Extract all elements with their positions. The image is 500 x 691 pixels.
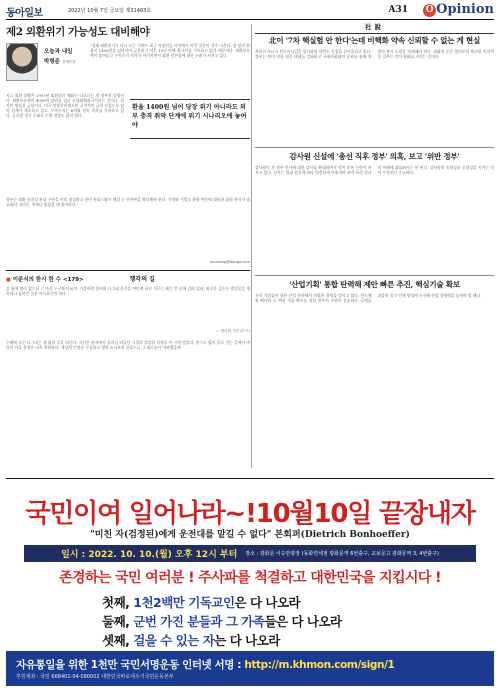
ad-footer	[6, 651, 494, 686]
column-series: 오늘과 내일	[44, 49, 73, 55]
ad-call-item	[102, 612, 422, 631]
editorials-section	[255, 22, 494, 470]
column-body	[6, 93, 250, 197]
poem-credit: — 당나라 시인 (?~?)	[215, 329, 250, 333]
ad-event-bar	[24, 545, 476, 562]
author-photo	[6, 43, 38, 81]
editorial-text-1: 북한이 또다시 탄도미사일을 발사하며 한반도 긴장을 끌어올리고 있다. 정부는 한미 연합 대응 태세를 강화하고 국제사회와의 공조를 통해 북한의 추가 도발을 억제해야 한다. 대화의 문은 열어두되 확고한 억지력을 갖추는 것이 평화를 지키는 길이다.	[255, 49, 494, 59]
ad-call-tail: 은 다 나오라	[234, 595, 301, 610]
editorial-divider	[255, 275, 494, 276]
pull-quote: 환율 1400원 넘어 당장 위기 아니라도 외부 충격 취약 단계에 위기 시나리오에 놓여야	[130, 99, 250, 139]
column-body-a: 지금 외환 상황은 1997년 외환위기 때와는 다르다는 게 정부의 설명이다. 외환보유액이 4000억 달러를 넘고 순대외채권국이라는 것이다. 하지만 방심은 금물이다. 미국 연방준비제도의 공격적인 금리 인상으로 달러 강세가 계속되고 있고, 무역수지는 6개월 연속 적자를 기록하고 있다. 글로벌 경기 둔화로 수출 전망도 밝지 않다.	[6, 93, 124, 118]
ad-appeal: 존경하는 국민 여러분 ! 주사파를 척결하고 대한민국을 지킵시다 !	[59, 570, 441, 586]
poem-essay: 수레에 오른 나그네는 쉼 없이 길을 떠난다. 시인은 관직에서 물러나 떠돌던 시절의 쓸쓸한 심정을 이 시에 담았다. 친구도 없이 홀로 걷는 길에서 바라본 가을 풍경은 더욱 처연하다. 세상의 인정은 무상하고 벗의 소식조차 끊겼으니 그 외로움이 어떠했을까.	[6, 340, 250, 350]
editorial-label: 社說	[365, 23, 384, 31]
editorial-text-2: 감사원이 전 정부 인사에 대한 감사를 확대하면서 정치 보복 논란이 커지고 있다. 감사는 법과 원칙에 따라 엄정하게 이뤄져야 하며 특정 정파의 이해에 휘둘려서는 안 된다. 감사원의 독립성과 중립성을 지키는 것이 무엇보다 중요하다.	[255, 165, 494, 175]
poem-series	[6, 275, 84, 283]
ad-footer-main	[16, 657, 394, 672]
ad-call-item	[102, 593, 422, 612]
date-line: 2022년 10월 7일 금요일 제31463호	[68, 8, 152, 14]
author-info	[44, 43, 84, 91]
ad-call-highlight: 걸을 수 있는 자	[133, 633, 215, 648]
ad-call-lead: 셋째,	[102, 633, 134, 648]
page-number: A31	[388, 5, 408, 15]
column-body-b: 정부는 외환 건전성 관리 수단을 미리 점검하고 한미 통화스와프 체결 등 안전판을 확보해야 한다. 가계와 기업도 환율 변동에 대비한 위험 관리가 필요하다. 위기는 언제나 방심할 때 찾아온다.	[6, 197, 250, 207]
column-section	[6, 22, 250, 470]
editorial-divider	[255, 147, 494, 148]
column-lead-text: "경제 외환위기가 다시 오는 거야?" 최근 직장인들 사이에서 이런 질문이 자주 나온다. 원-달러 환율이 1400원을 넘어서며 금융위기 이후 13년 만에 최고치를 기록하고 있기 때문이다. 외환보유액이 줄어들고 무역수지 적자가 이어지면서 외환 건전성에 대한 우려가 커지고 있다.	[90, 43, 250, 58]
ad-quote: "미친 자(검정된)에게 운전대를 맡길 수 없다" 본회퍼(Dietrich Bonhoeffer)	[90, 530, 410, 540]
newspaper-logo: 동아일보	[6, 8, 43, 19]
section-label: Opinion	[436, 2, 494, 17]
poem-series-label: 이준식의 한시 한 수	[12, 276, 61, 283]
ad-footer-text: 자유통일을 위한 1천만 국민서명운동 인터넷 서명 :	[16, 659, 245, 671]
author-role: 경제부장	[61, 60, 76, 64]
column-title: 제2 외환위기 가능성도 대비해야	[6, 26, 150, 38]
ad-headline: 국민이여 일어나라~!10월10일 끝장내자	[25, 499, 475, 529]
poem-title: 행각의 길	[129, 276, 155, 283]
author-name	[44, 57, 84, 65]
ad-event-time: 일시 : 2022. 10. 10.(월) 오후 12시 부터	[61, 550, 238, 560]
ad-call-highlight: 군번 가진 분들과 그 가족	[133, 614, 265, 629]
ad-footer-account: 후원계좌 : 국민 668401-04-090002 대한민국바로세우기국민운동본부	[16, 674, 174, 680]
page-header	[6, 3, 494, 20]
editorial-text-3: 우리 기업들이 첨단 산업 분야에서 치열한 경쟁을 벌이고 있다. 반도체와 배터리 등 핵심 기술 확보를 위한 정부의 지원이 절실하다. 규제를 과감히 풀고 인재 양성에 투자해 산업 경쟁력을 높여야 할 때다.	[255, 293, 482, 303]
editorial-headline-2: 감사원 신설에 '총선 직후 정부' 의혹, 보고 '위반 정부'	[289, 152, 460, 161]
author-email[interactable]: lovesong@donga.com	[210, 260, 250, 264]
editorial-headline-3: '산업기획' 통합 탄력해 제안 빠른 추진, 핵심기술 확보	[289, 280, 460, 289]
poem-series-number: <179>	[62, 276, 84, 283]
section-logo	[423, 2, 494, 17]
ad-call-list	[102, 593, 422, 650]
author-box	[6, 43, 250, 91]
editorial-headline-1: 北이 '7차 핵실험 안 한다'는데 비핵화 약속 신뢰할 수 없는 게 현실	[255, 33, 494, 46]
bullet-icon: ●	[6, 276, 11, 283]
ad-call-highlight: 1천2백만 기독교인	[133, 595, 235, 610]
column-divider	[251, 24, 252, 468]
opinion-o-icon: O	[423, 4, 436, 17]
ad-call-lead: 첫째,	[102, 595, 134, 610]
ad-call-lead: 둘째,	[102, 614, 134, 629]
ad-call-tail: 들은 다 나오라	[264, 614, 342, 629]
ad-sign-link[interactable]: http://m.khmon.com/sign/1	[244, 659, 395, 671]
author-name-text: 박형준	[44, 59, 60, 65]
poem-text: 길 위에 벗이 없으니 그 마음 누구와 나눌까. 가을바람 불어와 나그네 옷깃을 여미게 하고 저무는 해는 먼 산에 걸려 있네. 외로운 길손은 발걸음을 재촉하나 돌아갈 곳은 아득하기만 하다.	[6, 286, 250, 296]
poem-header	[6, 270, 250, 283]
ad-event-place: 장소 : 광화문 이승만광장 (동화면세점 광화문역 6번출구, 교보문고 광화문역 3, 4번출구)	[245, 551, 439, 557]
ad-call-tail: 는 다 나오라	[214, 633, 280, 648]
ad-call-item	[102, 631, 422, 650]
advertisement	[6, 478, 494, 685]
